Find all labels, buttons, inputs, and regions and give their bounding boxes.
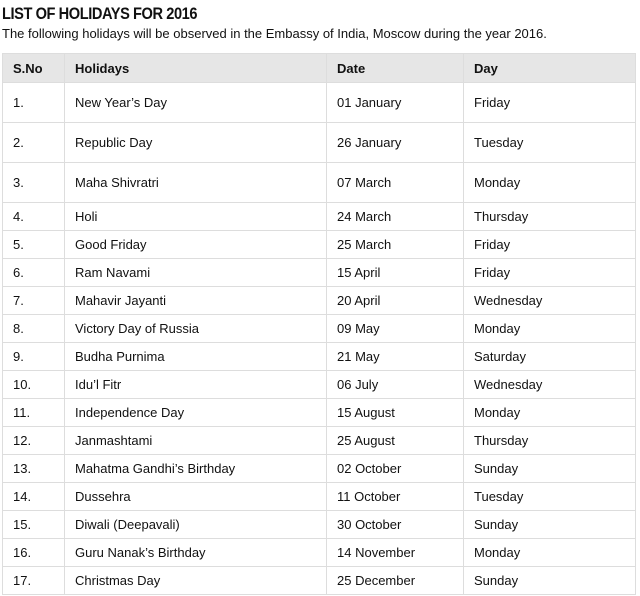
- holidays-table: [2, 53, 636, 595]
- cell-day: Saturday: [464, 343, 636, 371]
- cell-day: Monday: [464, 163, 636, 203]
- cell-date: 25 March: [327, 231, 464, 259]
- column-header-day: Day: [464, 54, 636, 83]
- cell-holiday: Mahatma Gandhi’s Birthday: [65, 455, 327, 483]
- cell-sno: 14.: [3, 483, 65, 511]
- table-body: [3, 83, 636, 595]
- cell-sno: 1.: [3, 83, 65, 123]
- cell-date: 06 July: [327, 371, 464, 399]
- table-row: [3, 427, 636, 455]
- column-header-holidays: Holidays: [65, 54, 327, 83]
- cell-day: Sunday: [464, 455, 636, 483]
- cell-holiday: Dussehra: [65, 483, 327, 511]
- cell-date: 24 March: [327, 203, 464, 231]
- cell-day: Monday: [464, 399, 636, 427]
- cell-day: Friday: [464, 83, 636, 123]
- cell-sno: 4.: [3, 203, 65, 231]
- cell-holiday: Holi: [65, 203, 327, 231]
- cell-date: 30 October: [327, 511, 464, 539]
- cell-holiday: Idu’l Fitr: [65, 371, 327, 399]
- cell-day: Tuesday: [464, 123, 636, 163]
- cell-date: 21 May: [327, 343, 464, 371]
- cell-holiday: Good Friday: [65, 231, 327, 259]
- cell-sno: 16.: [3, 539, 65, 567]
- cell-sno: 7.: [3, 287, 65, 315]
- table-row: [3, 455, 636, 483]
- cell-date: 07 March: [327, 163, 464, 203]
- cell-holiday: Mahavir Jayanti: [65, 287, 327, 315]
- table-row: [3, 163, 636, 203]
- cell-date: 02 October: [327, 455, 464, 483]
- cell-day: Sunday: [464, 567, 636, 595]
- cell-sno: 6.: [3, 259, 65, 287]
- table-header: [3, 54, 636, 83]
- header-row: [3, 54, 636, 83]
- table-row: [3, 315, 636, 343]
- table-row: [3, 399, 636, 427]
- column-header-date: Date: [327, 54, 464, 83]
- cell-sno: 3.: [3, 163, 65, 203]
- table-row: [3, 371, 636, 399]
- table-row: [3, 231, 636, 259]
- table-row: [3, 287, 636, 315]
- cell-date: 11 October: [327, 483, 464, 511]
- cell-date: 26 January: [327, 123, 464, 163]
- page-title: LIST OF HOLIDAYS FOR 2016: [2, 4, 198, 23]
- page-subtitle: The following holidays will be observed in the Embassy of India, Moscow during the year 2016.: [2, 26, 547, 41]
- cell-day: Sunday: [464, 511, 636, 539]
- cell-day: Thursday: [464, 203, 636, 231]
- table-row: [3, 83, 636, 123]
- cell-date: 15 August: [327, 399, 464, 427]
- cell-day: Thursday: [464, 427, 636, 455]
- cell-date: 20 April: [327, 287, 464, 315]
- cell-sno: 15.: [3, 511, 65, 539]
- cell-day: Monday: [464, 539, 636, 567]
- cell-sno: 5.: [3, 231, 65, 259]
- cell-date: 25 December: [327, 567, 464, 595]
- cell-holiday: Janmashtami: [65, 427, 327, 455]
- cell-sno: 11.: [3, 399, 65, 427]
- cell-day: Friday: [464, 231, 636, 259]
- table-row: [3, 567, 636, 595]
- cell-holiday: Budha Purnima: [65, 343, 327, 371]
- cell-day: Wednesday: [464, 371, 636, 399]
- table-row: [3, 123, 636, 163]
- cell-sno: 8.: [3, 315, 65, 343]
- table-row: [3, 539, 636, 567]
- table-row: [3, 511, 636, 539]
- cell-date: 09 May: [327, 315, 464, 343]
- cell-sno: 13.: [3, 455, 65, 483]
- cell-sno: 10.: [3, 371, 65, 399]
- cell-sno: 17.: [3, 567, 65, 595]
- cell-day: Wednesday: [464, 287, 636, 315]
- cell-sno: 9.: [3, 343, 65, 371]
- cell-day: Tuesday: [464, 483, 636, 511]
- cell-sno: 12.: [3, 427, 65, 455]
- table-row: [3, 259, 636, 287]
- cell-date: 15 April: [327, 259, 464, 287]
- table-row: [3, 203, 636, 231]
- cell-holiday: New Year’s Day: [65, 83, 327, 123]
- cell-date: 14 November: [327, 539, 464, 567]
- cell-holiday: Ram Navami: [65, 259, 327, 287]
- cell-holiday: Victory Day of Russia: [65, 315, 327, 343]
- cell-holiday: Republic Day: [65, 123, 327, 163]
- cell-day: Friday: [464, 259, 636, 287]
- cell-holiday: Guru Nanak’s Birthday: [65, 539, 327, 567]
- table-row: [3, 343, 636, 371]
- cell-holiday: Independence Day: [65, 399, 327, 427]
- cell-holiday: Christmas Day: [65, 567, 327, 595]
- table-row: [3, 483, 636, 511]
- cell-date: 25 August: [327, 427, 464, 455]
- column-header-sno: S.No: [3, 54, 65, 83]
- cell-date: 01 January: [327, 83, 464, 123]
- cell-sno: 2.: [3, 123, 65, 163]
- cell-holiday: Diwali (Deepavali): [65, 511, 327, 539]
- cell-holiday: Maha Shivratri: [65, 163, 327, 203]
- cell-day: Monday: [464, 315, 636, 343]
